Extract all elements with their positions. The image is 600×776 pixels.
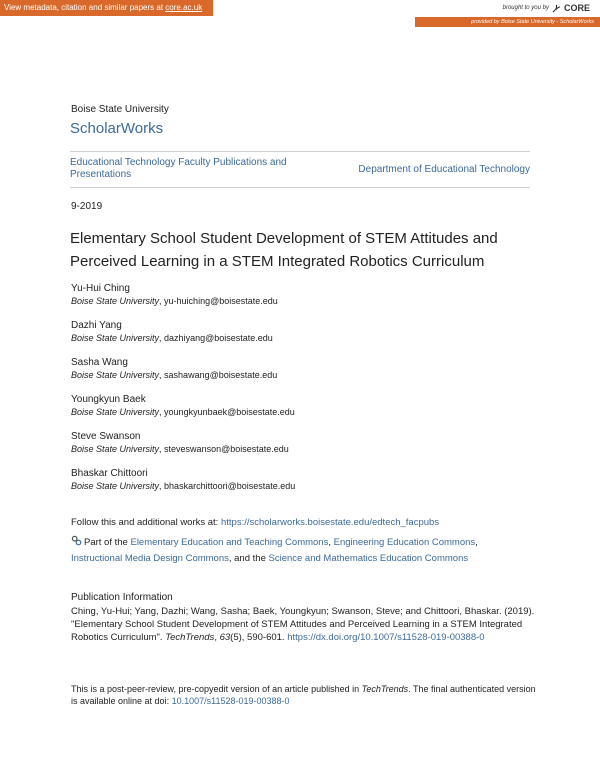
version-note [71, 683, 541, 707]
author-name: Bhaskar Chittoori [71, 468, 148, 479]
author-entry [71, 430, 289, 456]
citation-volume: 63 [219, 631, 231, 643]
commons-link-instructional[interactable]: Instructional Media Design Commons [71, 553, 229, 564]
paper-title: Elementary School Student Development of STEM Attitudes and Perceived Learning in a STEM Integrated Robotics Curriculum [70, 230, 498, 270]
citation-doi-link[interactable]: https://dx.doi.org/10.1007/s11528-019-00388-0 [287, 631, 485, 643]
author-entry [71, 319, 273, 345]
note-journal: TechTrends [361, 684, 409, 694]
citation-issue-pages: (5), 590-601. [230, 631, 288, 643]
author-name: Steve Swanson [71, 431, 141, 442]
repository-link[interactable]: ScholarWorks [70, 120, 164, 137]
brought-text: brought to you by [502, 5, 549, 11]
citation-separator: , [214, 631, 220, 643]
part-of-prefix: Part of the [84, 537, 131, 548]
commons-separator: , [475, 537, 478, 548]
core-brand: CORE [563, 3, 590, 13]
author-entry [71, 467, 295, 493]
institution-name: Boise State University [71, 104, 169, 115]
note-text: This is a post-peer-review, pre-copyedit version of an article published in [71, 684, 362, 694]
follow-url-link[interactable]: https://scholarworks.boisestate.edu/edtech_facpubs [220, 517, 440, 528]
core-link[interactable]: core.ac.uk [165, 3, 203, 12]
publication-info-heading: Publication Information [71, 592, 173, 603]
author-entry [71, 393, 295, 419]
author-affiliation: Boise State University, dazhiyang@boisestate.edu [71, 333, 273, 343]
core-logo-icon [552, 4, 561, 13]
part-of-commons [71, 535, 531, 567]
author-affiliation: Boise State University, youngkyunbaek@boisestate.edu [71, 407, 295, 417]
author-name: Yu-Hui Ching [71, 283, 130, 294]
citation-text: Ching, Yu-Hui; Yang, Dazhi; Wang, Sasha; Baek, Youngkyun; Swanson, Steve; and Chittoori, Bhaskar. (2019). "Elementary School Student Development of STEM Attitudes and Perceived Learning in a STEM Integrated Robotics Curriculum". [71, 606, 535, 643]
open-access-icon [71, 535, 82, 546]
author-affiliation: Boise State University, yu-huiching@boisestate.edu [71, 296, 278, 306]
commons-link-science[interactable]: Science and Mathematics Education Commons [268, 553, 469, 564]
divider-bottom [70, 187, 530, 188]
follow-text: Follow this and additional works at: [71, 517, 221, 528]
author-affiliation: Boise State University, steveswanson@boisestate.edu [71, 444, 289, 454]
note-text-end: . The final authenticated version is available online at doi: [71, 684, 536, 706]
commons-separator: , and the [228, 553, 269, 564]
brought-by-core[interactable] [503, 3, 590, 13]
author-name: Youngkyun Baek [71, 394, 146, 405]
author-entry [71, 356, 277, 382]
follow-line [71, 517, 439, 528]
citation-journal: TechTrends [165, 631, 215, 643]
note-doi-link[interactable]: 10.1007/s11528-019-00388-0 [171, 696, 290, 706]
collection-link[interactable]: Educational Technology Faculty Publications and Presentations [70, 157, 287, 180]
publication-date: 9-2019 [71, 201, 103, 212]
commons-link-engineering[interactable]: Engineering Education Commons [333, 537, 476, 548]
commons-separator: , [328, 537, 334, 548]
core-topbar [0, 0, 600, 28]
department-link[interactable]: Department of Educational Technology [358, 164, 530, 175]
commons-link-elementary[interactable]: Elementary Education and Teaching Commons [130, 537, 329, 548]
provided-by-banner: provided by Boise State University - ScholarWorks [415, 17, 600, 27]
author-affiliation: Boise State University, bhaskarchittoori@boisestate.edu [71, 481, 296, 491]
author-name: Dazhi Yang [71, 320, 122, 331]
publication-citation [71, 606, 541, 644]
author-entry [71, 282, 278, 308]
core-metadata-banner[interactable] [0, 0, 213, 16]
banner-text: View metadata, citation and similar papers at [4, 3, 166, 12]
author-name: Sasha Wang [71, 357, 128, 368]
divider-top [70, 151, 530, 152]
author-affiliation: Boise State University, sashawang@boisestate.edu [71, 370, 278, 380]
